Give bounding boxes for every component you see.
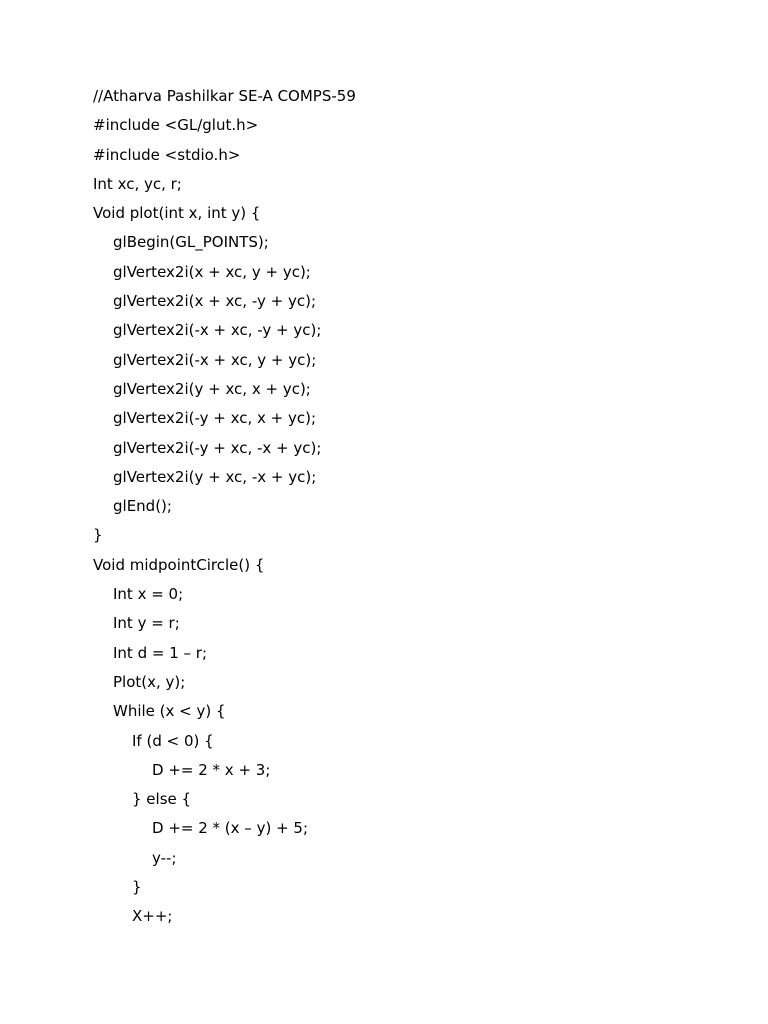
code-line-vertex-5: glVertex2i(y + xc, x + yc); [113, 379, 311, 398]
code-line-vertex-4: glVertex2i(-x + xc, y + yc); [113, 350, 317, 369]
code-line-vertex-1: glVertex2i(x + xc, y + yc); [113, 262, 311, 281]
code-line-glend: glEnd(); [113, 497, 172, 516]
code-line-vertex-2: glVertex2i(x + xc, -y + yc); [113, 292, 317, 311]
code-line-if: If (d < 0) { [132, 731, 214, 750]
code-line-x-increment: X++; [132, 907, 173, 926]
code-line-else: } else { [132, 790, 192, 809]
code-block [93, 83, 713, 933]
code-line-if-close: } [132, 878, 142, 897]
code-line-d-update-1: D += 2 * x + 3; [152, 760, 271, 779]
code-line-glbegin: glBegin(GL_POINTS); [113, 233, 269, 252]
code-line-init-d: Int d = 1 – r; [113, 643, 208, 662]
code-line-plot-call: Plot(x, y); [113, 672, 186, 691]
code-line-d-update-2: D += 2 * (x – y) + 5; [152, 819, 308, 838]
code-line-init-y: Int y = r; [113, 614, 180, 633]
code-line-include-glut: #include <GL/glut.h> [93, 116, 259, 135]
code-line-plot-close: } [93, 526, 103, 545]
code-line-vertex-8: glVertex2i(y + xc, -x + yc); [113, 467, 317, 486]
code-line-globals: Int xc, yc, r; [93, 174, 182, 193]
code-line-include-stdio: #include <stdio.h> [93, 145, 241, 164]
code-line-comment: //Atharva Pashilkar SE-A COMPS-59 [93, 87, 356, 105]
code-line-vertex-6: glVertex2i(-y + xc, x + yc); [113, 409, 317, 428]
code-line-while: While (x < y) { [113, 702, 226, 721]
code-line-plot-signature: Void plot(int x, int y) { [93, 204, 261, 223]
code-line-vertex-7: glVertex2i(-y + xc, -x + yc); [113, 438, 322, 457]
code-line-y-decrement: y--; [152, 848, 177, 867]
code-line-init-x: Int x = 0; [113, 585, 184, 604]
code-line-vertex-3: glVertex2i(-x + xc, -y + yc); [113, 321, 322, 340]
code-line-midpoint-signature: Void midpointCircle() { [93, 555, 265, 574]
